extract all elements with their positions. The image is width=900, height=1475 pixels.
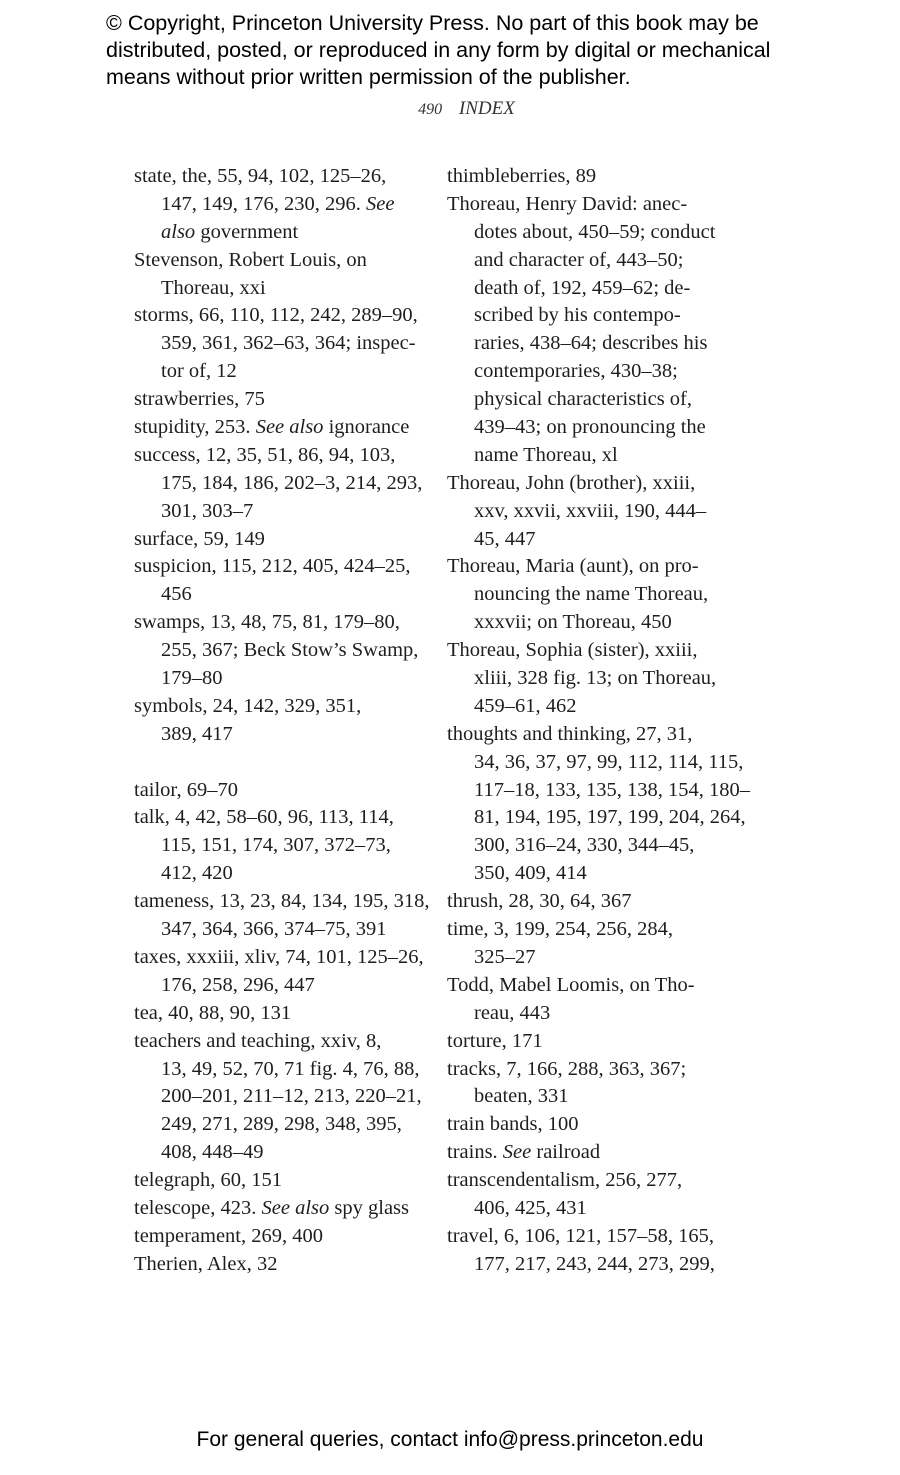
- index-entry-line: tracks, 7, 166, 288, 363, 367;: [447, 1057, 687, 1080]
- index-continuation-line: xliii, 328 fig. 13; on Thoreau,: [474, 667, 717, 690]
- index-continuation-line: 13, 49, 52, 70, 71 fig. 4, 76, 88,: [161, 1057, 420, 1080]
- index-entry-line: torture, 171: [447, 1029, 543, 1052]
- copyright-notice: [106, 10, 866, 91]
- index-entry-line: tameness, 13, 23, 84, 134, 195, 318,: [134, 890, 430, 913]
- index-entry-line: Thoreau, Maria (aunt), on pro-: [447, 555, 699, 578]
- index-continuation-line: 439–43; on pronouncing the: [474, 416, 706, 439]
- index-entry-line: train bands, 100: [447, 1113, 579, 1136]
- index-continuation-line: 359, 361, 362–63, 364; inspec-: [161, 332, 416, 355]
- index-continuation-line: 34, 36, 37, 97, 99, 112, 114, 115,: [474, 750, 744, 773]
- footer-contact: For general queries, contact info@press.princeton.edu: [196, 1428, 704, 1451]
- index-continuation-line: 300, 316–24, 330, 344–45,: [474, 834, 695, 857]
- index-continuation-line: scribed by his contempo-: [474, 304, 681, 327]
- index-continuation-line: 81, 194, 195, 197, 199, 204, 264,: [474, 806, 746, 829]
- index-entry-line: Thoreau, Henry David: anec-: [447, 192, 688, 215]
- index-spacer: [134, 749, 434, 777]
- index-continuation-line: dotes about, 450–59; conduct: [474, 220, 716, 243]
- index-continuation-line: death of, 192, 459–62; de-: [474, 276, 691, 299]
- index-continuation-line: xxxvii; on Thoreau, 450: [474, 611, 672, 634]
- index-entry-line: Therien, Alex, 32: [134, 1252, 278, 1275]
- index-continuation-line: 412, 420: [161, 862, 233, 885]
- index-continuation-line: 249, 271, 289, 298, 348, 395,: [161, 1113, 402, 1136]
- index-continuation-line: 115, 151, 174, 307, 372–73,: [161, 834, 391, 857]
- page-number: 490: [418, 101, 443, 118]
- index-entry-line: thimbleberries, 89: [447, 165, 597, 187]
- index-continuation-line: 117–18, 133, 135, 138, 154, 180–: [474, 778, 750, 801]
- index-entry-line: swamps, 13, 48, 75, 81, 179–80,: [134, 611, 400, 634]
- index-continuation-line: 408, 448–49: [161, 1141, 264, 1164]
- section-title: INDEX: [458, 98, 515, 119]
- index-continuation-line: 200–201, 211–12, 213, 220–21,: [161, 1085, 422, 1108]
- index-entry-line: Stevenson, Robert Louis, on: [134, 248, 367, 271]
- index-continuation-line: also government: [161, 220, 299, 243]
- copyright-line: © Copyright, Princeton University Press. No part of this book may be: [106, 11, 759, 35]
- index-entry-line: suspicion, 115, 212, 405, 424–25,: [134, 555, 411, 578]
- index-continuation-line: reau, 443: [474, 1001, 551, 1024]
- index-continuation-line: tor of, 12: [161, 360, 237, 383]
- index-entry-line: taxes, xxxiii, xliv, 74, 101, 125–26,: [134, 945, 424, 968]
- index-continuation-line: 176, 258, 296, 447: [161, 973, 315, 996]
- index-entry-line: Todd, Mabel Loomis, on Tho-: [447, 973, 695, 996]
- index-entry-line: thoughts and thinking, 27, 31,: [447, 722, 693, 745]
- running-head: [0, 98, 900, 120]
- index-continuation-line: 456: [161, 583, 192, 606]
- index-continuation-line: 45, 447: [474, 527, 536, 550]
- index-continuation-line: 255, 367; Beck Stow’s Swamp,: [161, 639, 419, 662]
- index-entry-line: transcendentalism, 256, 277,: [447, 1169, 683, 1192]
- index-continuation-line: 177, 217, 243, 244, 273, 299,: [474, 1252, 715, 1275]
- index-entry-line: travel, 6, 106, 121, 157–58, 165,: [447, 1224, 715, 1247]
- index-continuation-line: 325–27: [474, 945, 536, 968]
- index-entry-line: thrush, 28, 30, 64, 367: [447, 890, 632, 913]
- index-continuation-line: 147, 149, 176, 230, 296. See: [161, 192, 395, 215]
- index-continuation-line: nouncing the name Thoreau,: [474, 583, 709, 606]
- index-continuation-line: Thoreau, xxi: [161, 276, 266, 299]
- index-continuation-line: 350, 409, 414: [474, 862, 587, 885]
- index-column-left: [134, 163, 434, 1279]
- index-continuation-line: 179–80: [161, 667, 223, 690]
- index-entry-line: tea, 40, 88, 90, 131: [134, 1001, 292, 1024]
- index-entry-line: telegraph, 60, 151: [134, 1169, 283, 1192]
- index-entry-line: tailor, 69–70: [134, 778, 238, 801]
- index-entry-line: telescope, 423. See also spy glass: [134, 1196, 409, 1219]
- index-entry-line: success, 12, 35, 51, 86, 94, 103,: [134, 443, 396, 466]
- index-continuation-line: name Thoreau, xl: [474, 443, 618, 466]
- index-entry-line: state, the, 55, 94, 102, 125–26,: [134, 165, 387, 187]
- index-continuation-line: and character of, 443–50;: [474, 248, 684, 271]
- copyright-line: distributed, posted, or reproduced in any form by digital or mechanical: [106, 38, 771, 62]
- index-entry-line: teachers and teaching, xxiv, 8,: [134, 1029, 382, 1052]
- index-entry-line: Thoreau, John (brother), xxiii,: [447, 471, 696, 494]
- index-continuation-line: xxv, xxvii, xxviii, 190, 444–: [474, 499, 707, 522]
- index-column-right: [447, 163, 750, 1279]
- index-continuation-line: 406, 425, 431: [474, 1196, 587, 1219]
- index-entry-line: symbols, 24, 142, 329, 351,: [134, 694, 362, 717]
- copyright-line: means without prior written permission of the publisher.: [106, 65, 631, 89]
- index-continuation-line: beaten, 331: [474, 1085, 569, 1108]
- index-entry-line: stupidity, 253. See also ignorance: [134, 416, 410, 439]
- index-entry-line: surface, 59, 149: [134, 527, 265, 550]
- index-continuation-line: raries, 438–64; describes his: [474, 332, 708, 355]
- index-continuation-line: contemporaries, 430–38;: [474, 360, 678, 383]
- index-entry-line: strawberries, 75: [134, 388, 265, 411]
- index-continuation-line: 175, 184, 186, 202–3, 214, 293,: [161, 471, 423, 494]
- index-entry-line: time, 3, 199, 254, 256, 284,: [447, 918, 674, 941]
- index-continuation-line: 301, 303–7: [161, 499, 254, 522]
- index-continuation-line: 347, 364, 366, 374–75, 391: [161, 918, 387, 941]
- index-entry-line: storms, 66, 110, 112, 242, 289–90,: [134, 304, 418, 327]
- index-continuation-line: 459–61, 462: [474, 694, 577, 717]
- index-entry-line: Thoreau, Sophia (sister), xxiii,: [447, 639, 698, 662]
- index-entry-line: talk, 4, 42, 58–60, 96, 113, 114,: [134, 806, 394, 829]
- index-entry-line: trains. See railroad: [447, 1141, 601, 1164]
- index-continuation-line: physical characteristics of,: [474, 388, 693, 411]
- index-entry-line: temperament, 269, 400: [134, 1224, 324, 1247]
- index-continuation-line: 389, 417: [161, 722, 233, 745]
